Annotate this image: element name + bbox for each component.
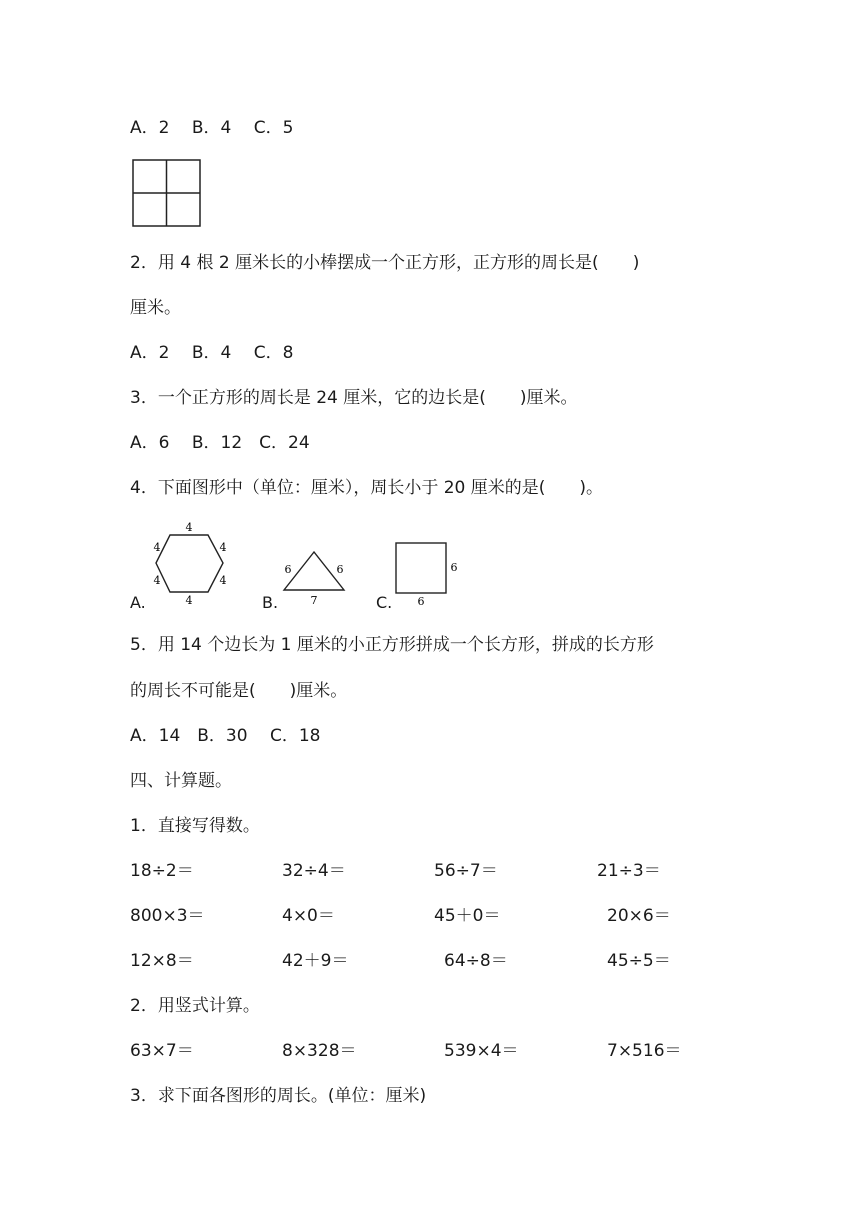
q3-options: A．6 B．12 C．24	[130, 433, 310, 453]
q4-option-c-label: C.	[376, 593, 393, 612]
calc-r2-c1: 800×3＝	[130, 906, 205, 926]
vert-calc-4: 7×516＝	[607, 1041, 682, 1061]
calc-r1-c2: 32÷4＝	[282, 861, 346, 881]
calc-r2-c3: 45＋0＝	[434, 906, 501, 926]
vert-calc-2: 8×328＝	[282, 1041, 357, 1061]
q2-text-line2: 厘米。	[130, 298, 181, 318]
calc-r1-c3: 56÷7＝	[434, 861, 498, 881]
q5-text-line1: 5．用 14 个边长为 1 厘米的小正方形拼成一个长方形，拼成的长方形	[130, 635, 654, 655]
q4-option-b-label: B.	[262, 593, 279, 612]
q3-text: 3．一个正方形的周长是 24 厘米，它的边长是( )厘米。	[130, 388, 578, 408]
q4-option-a-label: A.	[130, 593, 146, 612]
triangle-figure	[278, 545, 350, 609]
hexagon-side-lower-left: 4	[153, 574, 161, 587]
section4-title: 四、计算题。	[130, 771, 232, 791]
part2-title: 2．用竖式计算。	[130, 996, 260, 1016]
triangle-side-bottom: 7	[310, 594, 318, 607]
vert-calc-3: 539×4＝	[444, 1041, 519, 1061]
vert-calc-1: 63×7＝	[130, 1041, 194, 1061]
hexagon-side-upper-right: 4	[219, 541, 227, 554]
triangle-side-left: 6	[284, 563, 292, 576]
part3-title: 3．求下面各图形的周长。(单位：厘米)	[130, 1086, 427, 1106]
q2-options: A．2 B．4 C．8	[130, 343, 294, 363]
calc-r3-c3: 64÷8＝	[444, 951, 508, 971]
square-side-bottom: 6	[417, 595, 425, 608]
q5-text-line2: 的周长不可能是( )厘米。	[130, 681, 348, 701]
part1-title: 1．直接写得数。	[130, 816, 260, 836]
calc-r1-c1: 18÷2＝	[130, 861, 194, 881]
hexagon-figure	[146, 518, 236, 608]
q1-options: A．2 B．4 C．5	[130, 118, 294, 138]
hexagon-side-bottom: 4	[185, 594, 193, 607]
q5-options: A．14 B．30 C．18	[130, 726, 321, 746]
triangle-side-right: 6	[336, 563, 344, 576]
q2-text-line1: 2．用 4 根 2 厘米长的小棒摆成一个正方形，正方形的周长是( )	[130, 253, 640, 273]
calc-r3-c2: 42＋9＝	[282, 951, 349, 971]
hexagon-side-lower-right: 4	[219, 574, 227, 587]
square-figure	[392, 540, 466, 610]
q4-text: 4．下面图形中（单位：厘米），周长小于 20 厘米的是( )。	[130, 478, 604, 498]
calc-r2-c4: 20×6＝	[607, 906, 671, 926]
square-side-right: 6	[450, 561, 458, 574]
hexagon-side-upper-left: 4	[153, 541, 161, 554]
calc-r1-c4: 21÷3＝	[597, 861, 661, 881]
hexagon-side-top: 4	[185, 521, 193, 534]
calc-r3-c4: 45÷5＝	[607, 951, 671, 971]
calc-r3-c1: 12×8＝	[130, 951, 194, 971]
q1-grid-figure	[132, 159, 202, 227]
calc-r2-c2: 4×0＝	[282, 906, 335, 926]
